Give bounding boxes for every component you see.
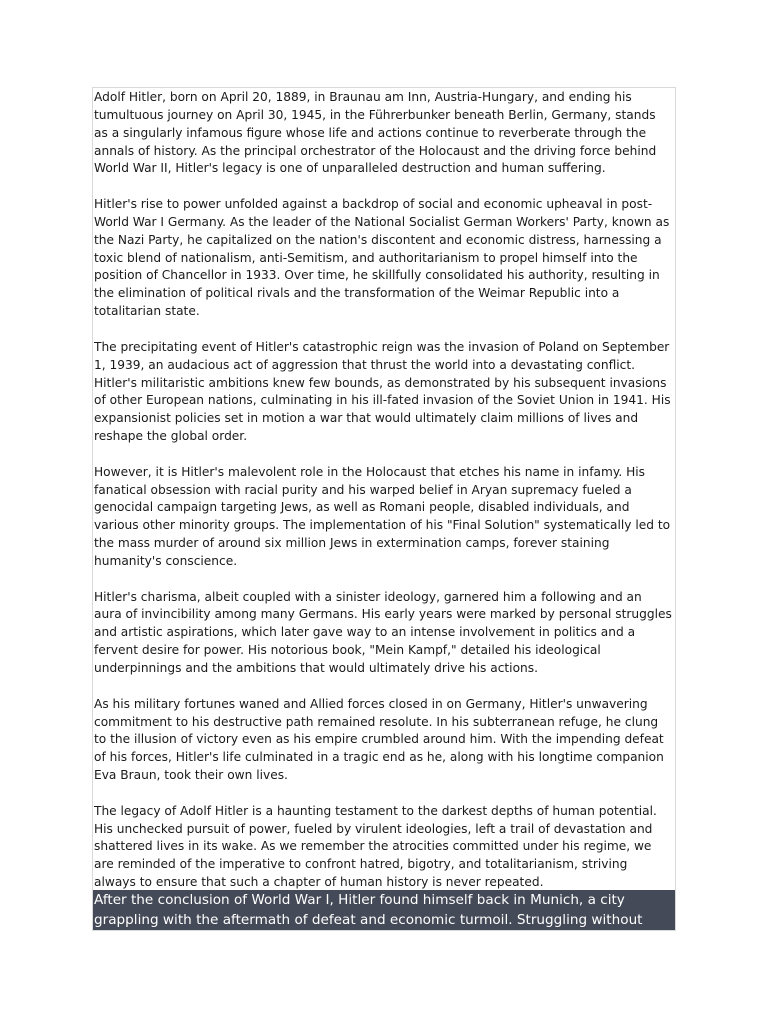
document-body (93, 88, 675, 892)
paragraph-rise-to-power: Hitler's rise to power unfolded against a backdrop of social and economic upheaval in post-World War I Germany. As the leader of the National Socialist German Workers' Party, known as the Nazi Party, he capitalized on the nation's discontent and economic distress, harnessing a toxic blend of nationalism, anti-Semitism, and authoritarianism to propel himself into the position of Chancellor in 1933. Over time, he skillfully consolidated his authority, resulting in the elimination of political rivals and the transformation of the Weimar Republic into a totalitarian state. (94, 197, 670, 319)
preview-text-block: After the conclusion of World War I, Hitler found himself back in Munich, a city grappling with the aftermath of defeat and economic turmoil. Struggling without (93, 890, 675, 930)
paragraph-downfall: As his military fortunes waned and Allied forces closed in on Germany, Hitler's unwavering commitment to his destructive path remained resolute. In his subterranean refuge, he clung to the illusion of victory even as his empire crumbled around him. With the impending defeat of his forces, Hitler's life culminated in a tragic end as he, along with his longtime companion Eva Braun, took their own lives. (94, 696, 664, 783)
paragraph-invasion-of-poland: The precipitating event of Hitler's catastrophic reign was the invasion of Poland on September 1, 1939, an audacious act of aggression that thrust the world into a devastating conflict. Hitler's militaristic ambitions knew few bounds, as demonstrated by his subsequent invasions of other European nations, culminating in his ill-fated invasion of the Soviet Union in 1941. His expansionist policies set in motion a war that would ultimately claim millions of lives and reshape the global order. (94, 339, 671, 444)
document-page (92, 87, 676, 931)
paragraph-intro: Adolf Hitler, born on April 20, 1889, in Braunau am Inn, Austria-Hungary, and ending his tumultuous journey on April 30, 1945, in the Führerbunker beneath Berlin, Germany, stands as a singularly infamous figure whose life and actions continue to reverberate through the annals of history. As the principal orchestrator of the Holocaust and the driving force behind World War II, Hitler's legacy is one of unparalleled destruction and human suffering. (94, 90, 657, 176)
paragraph-holocaust: However, it is Hitler's malevolent role in the Holocaust that etches his name in infamy. His fanatical obsession with racial purity and his warped belief in Aryan supremacy fueled a genocidal campaign targeting Jews, as well as Romani people, disabled individuals, and various other minority groups. The implementation of his "Final Solution" systematically led to the mass murder of around six million Jews in extermination camps, forever staining humanity's conscience. (94, 464, 671, 568)
paragraph-charisma: Hitler's charisma, albeit coupled with a sinister ideology, garnered him a following and an aura of invincibility among many Germans. His early years were marked by personal struggles and artistic aspirations, which later gave way to an intense involvement in politics and a fervent desire for power. His notorious book, "Mein Kampf," detailed his ideological underpinnings and the ambitions that would ultimately drive his actions. (94, 589, 672, 675)
paragraph-legacy: The legacy of Adolf Hitler is a haunting testament to the darkest depths of human potential. His unchecked pursuit of power, fueled by virulent ideologies, left a trail of devastation and shattered lives in its wake. As we remember the atrocities committed under his regime, we are reminded of the imperative to confront hatred, bigotry, and totalitarianism, striving always to ensure that such a chapter of human history is never repeated. (94, 803, 657, 890)
